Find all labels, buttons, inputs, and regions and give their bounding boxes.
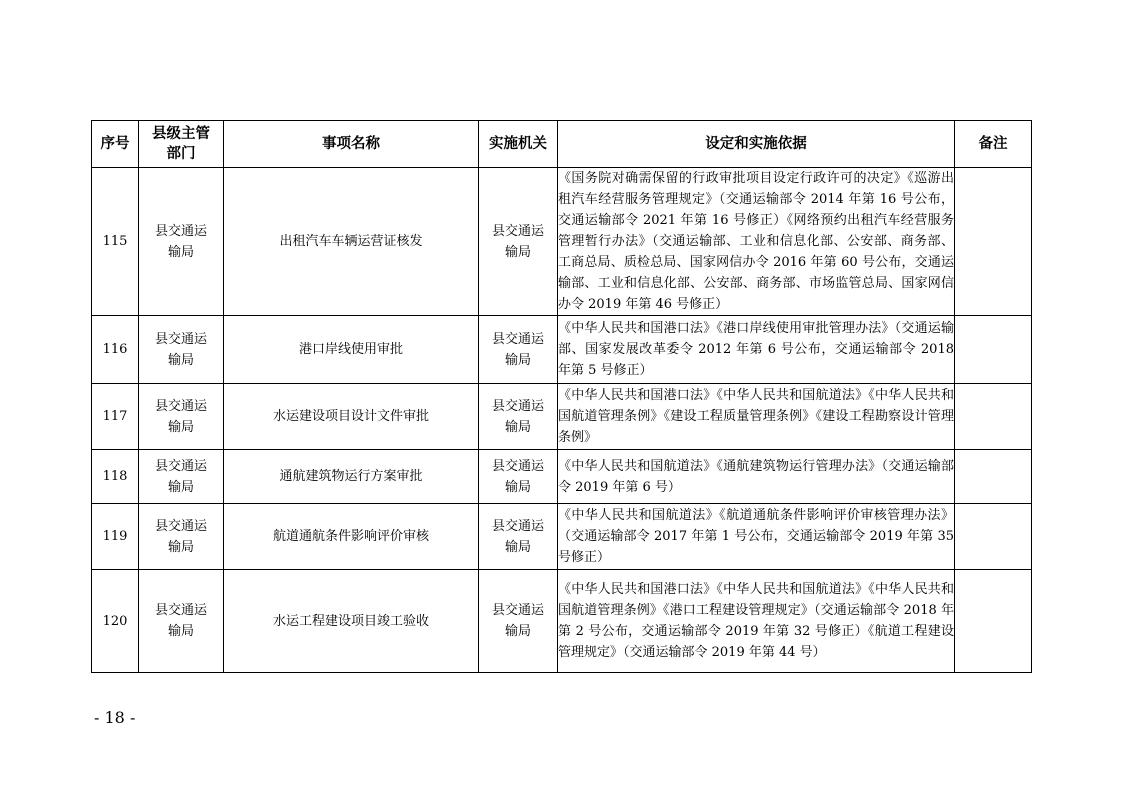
row-agency [479, 450, 558, 504]
table-row [92, 504, 1032, 570]
row-dept-line1: 县交通运 [154, 331, 207, 347]
row-dept-line2: 输局 [167, 479, 194, 495]
row-basis [558, 570, 955, 673]
page-number: - 18 - [94, 708, 136, 727]
row-basis-text: 《中华人民共和国航道法》《通航建筑物运行管理办法》（交通运输部令 2019 年第 6 号） [558, 458, 954, 495]
row-agency-line1: 县交通运 [491, 223, 544, 239]
row-basis-text: 《中华人民共和国航道法》《航道通航条件影响评价审核管理办法》（交通运输部令 2017 年第 1 号公布，交通运输部令 2019 年第 35 号修正） [558, 508, 954, 565]
row-agency [479, 316, 558, 384]
row-note [955, 570, 1032, 673]
row-dept-line1: 县交通运 [154, 518, 207, 534]
items-table [91, 120, 1032, 673]
row-item: 港口岸线使用审批 [224, 316, 479, 384]
header-dept-line2: 部门 [166, 146, 196, 162]
row-note [955, 168, 1032, 316]
row-item: 水运工程建设项目竣工验收 [224, 570, 479, 673]
row-agency-line1: 县交通运 [491, 458, 544, 474]
row-basis [558, 504, 955, 570]
table-row [92, 450, 1032, 504]
row-seq: 120 [92, 570, 139, 673]
row-dept-line1: 县交通运 [154, 223, 207, 239]
row-agency-line2: 输局 [504, 352, 531, 368]
row-dept-line2: 输局 [167, 244, 194, 260]
row-basis [558, 168, 955, 316]
row-seq: 118 [92, 450, 139, 504]
row-note [955, 384, 1032, 450]
table-row [92, 384, 1032, 450]
row-note [955, 504, 1032, 570]
row-basis [558, 384, 955, 450]
row-agency [479, 504, 558, 570]
row-dept [139, 504, 224, 570]
header-agency: 实施机关 [479, 121, 558, 168]
row-item: 水运建设项目设计文件审批 [224, 384, 479, 450]
row-agency [479, 384, 558, 450]
row-seq: 115 [92, 168, 139, 316]
header-seq: 序号 [92, 121, 139, 168]
row-basis [558, 316, 955, 384]
row-item: 航道通航条件影响评价审核 [224, 504, 479, 570]
row-agency-line1: 县交通运 [491, 398, 544, 414]
row-dept-line2: 输局 [167, 352, 194, 368]
row-note [955, 316, 1032, 384]
row-item: 出租汽车车辆运营证核发 [224, 168, 479, 316]
row-agency-line2: 输局 [504, 624, 531, 639]
row-note [955, 450, 1032, 504]
row-agency-line1: 县交通运 [491, 331, 544, 347]
row-dept [139, 570, 224, 673]
row-agency [479, 570, 558, 673]
row-basis [558, 450, 955, 504]
row-dept-line2: 输局 [167, 624, 194, 639]
row-agency-line2: 输局 [504, 419, 531, 435]
row-dept-line1: 县交通运 [154, 603, 207, 618]
header-dept-line1: 县级主管 [152, 126, 210, 142]
row-seq: 117 [92, 384, 139, 450]
row-agency-line2: 输局 [504, 539, 531, 555]
table-row [92, 570, 1032, 673]
row-dept-line2: 输局 [167, 539, 194, 555]
table-row [92, 168, 1032, 316]
row-dept [139, 316, 224, 384]
row-dept-line1: 县交通运 [154, 398, 207, 414]
row-seq: 119 [92, 504, 139, 570]
row-seq: 116 [92, 316, 139, 384]
table-row [92, 316, 1032, 384]
row-agency-line1: 县交通运 [491, 518, 544, 534]
table-header-row [92, 121, 1032, 168]
row-basis-text: 《中华人民共和国港口法》《中华人民共和国航道法》《中华人民共和国航道管理条例》《建设工程质量管理条例》《建设工程勘察设计管理条例》 [558, 388, 954, 445]
row-basis-text: 《国务院对确需保留的行政审批项目设定行政许可的决定》《巡游出租汽车经营服务管理规定》（交通运输部令 2014 年第 16 号公布，交通运输部令 2021 年第 16 号修正）《网络预约出租汽车经营服务管理暂行办法》（交通运输部、工业和信息化部、公安部、商务部、工商总局、质检总局、国家网信办令 2016 年第 60 号公布，交通运输部、工业和信息化部、公安部、商务部、市场监管总局、国家网信办令 2019 年第 46 号修正） [558, 171, 954, 312]
row-item: 通航建筑物运行方案审批 [224, 450, 479, 504]
header-basis: 设定和实施依据 [558, 121, 955, 168]
row-agency-line2: 输局 [504, 244, 531, 260]
row-dept-line2: 输局 [167, 419, 194, 435]
header-item: 事项名称 [224, 121, 479, 168]
row-basis-text: 《中华人民共和国港口法》《港口岸线使用审批管理办法》（交通运输部、国家发展改革委令 2012 年第 6 号公布，交通运输部令 2018 年第 5 号修正） [558, 321, 954, 378]
row-agency [479, 168, 558, 316]
header-note: 备注 [955, 121, 1032, 168]
row-agency-line2: 输局 [504, 479, 531, 495]
header-dept [139, 121, 224, 168]
row-dept [139, 384, 224, 450]
row-basis-text: 《中华人民共和国港口法》《中华人民共和国航道法》《中华人民共和国航道管理条例》《港口工程建设管理规定》（交通运输部令 2018 年第 2 号公布，交通运输部令 2019 年第 32 号修正）《航道工程建设管理规定》（交通运输部令 2019 年第 44 号） [558, 582, 954, 660]
row-agency-line1: 县交通运 [491, 603, 544, 618]
row-dept-line1: 县交通运 [154, 458, 207, 474]
row-dept [139, 168, 224, 316]
row-dept [139, 450, 224, 504]
